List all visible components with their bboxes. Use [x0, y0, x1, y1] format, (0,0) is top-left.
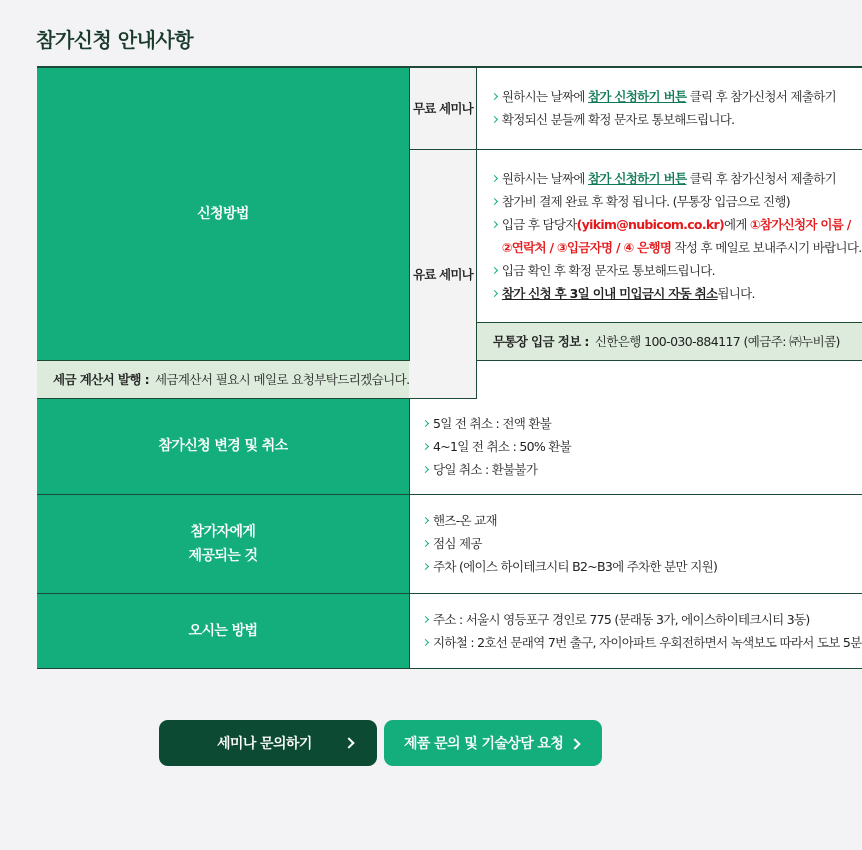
row-provided	[37, 494, 862, 593]
header-directions: 오시는 방법	[37, 593, 409, 668]
header-apply-method: 신청방법	[37, 67, 409, 360]
apply-button-link[interactable]: 참가 신청하기 버튼	[588, 89, 687, 105]
apply-button-link[interactable]: 참가 신청하기 버튼	[588, 170, 687, 186]
bank-info-value: 신한은행 100-030-884117 (예금주: ㈜누비콤)	[594, 334, 840, 349]
tax-invoice-label: 세금 계산서 발행 :	[53, 372, 149, 387]
contact-email[interactable]: (yikim@nubicom.co.kr)	[576, 216, 724, 232]
product-inquiry-button[interactable]: 제품 문의 및 기술상담 요청	[384, 720, 602, 766]
page-title: 참가신청 안내사항	[36, 28, 194, 52]
list-item: 주소 : 서울시 영등포구 경인로 775 (문래동 3가, 에이스하이테크시티 3동)	[422, 608, 862, 631]
header-provided: 참가자에게 제공되는 것	[37, 494, 409, 593]
list-item: 주차 (에이스 하이테크시티 B2~B3에 주차한 분만 지원)	[422, 555, 862, 578]
list-item: 원하시는 날짜에 참가 신청하기 버튼 클릭 후 참가신청서 제출하기	[491, 167, 862, 190]
label-free-seminar: 무료 세미나	[409, 67, 476, 149]
paid-seminar-content	[476, 149, 861, 322]
free-seminar-content	[476, 67, 861, 149]
chevron-right-icon	[570, 738, 581, 749]
list-item: 원하시는 날짜에 참가 신청하기 버튼 클릭 후 참가신청서 제출하기	[491, 85, 862, 108]
header-change-cancel: 참가신청 변경 및 취소	[37, 398, 409, 494]
list-item: 핸즈-온 교재	[422, 509, 862, 532]
list-item: 참가비 결제 완료 후 확정 됩니다. (무통장 입금으로 진행)	[491, 190, 862, 213]
row-directions	[37, 593, 862, 668]
provided-content	[409, 494, 861, 593]
tax-invoice-info	[37, 360, 409, 398]
seminar-inquiry-button[interactable]: 세미나 문의하기	[159, 720, 377, 766]
list-item: 확정되신 분들께 확정 문자로 통보해드립니다.	[491, 108, 862, 131]
list-item: 입금 확인 후 확정 문자로 통보해드립니다.	[491, 259, 862, 282]
bank-info	[476, 322, 861, 360]
tax-invoice-value: 세금계산서 필요시 메일로 요청부탁드리겠습니다.	[154, 372, 410, 387]
list-item: 지하철 : 2호선 문래역 7번 출구, 자이아파트 우회전하면서 녹색보도 따라서 도보 5분	[422, 631, 862, 654]
row-free-seminar	[37, 67, 862, 149]
list-item: 참가 신청 후 3일 이내 미입금시 자동 취소됩니다.	[491, 282, 862, 305]
list-item: 당일 취소 : 환불불가	[422, 458, 862, 481]
directions-content	[409, 593, 861, 668]
list-item: 점심 제공	[422, 532, 862, 555]
change-cancel-content	[409, 398, 861, 494]
list-item: 입금 후 담당자(yikim@nubicom.co.kr)에게 ①참가신청자 이름 / ②연락처 / ③입금자명 / ④ 은행명 작성 후 메일로 보내주시기 바랍니다.	[491, 213, 862, 259]
bank-info-label: 무통장 입금 정보 :	[492, 334, 589, 349]
list-item: 5일 전 취소 : 전액 환불	[422, 412, 862, 435]
label-paid-seminar: 유료 세미나	[409, 149, 476, 398]
chevron-right-icon	[343, 737, 354, 748]
row-change-cancel	[37, 398, 862, 494]
info-table	[37, 66, 862, 669]
list-item: 4~1일 전 취소 : 50% 환불	[422, 435, 862, 458]
